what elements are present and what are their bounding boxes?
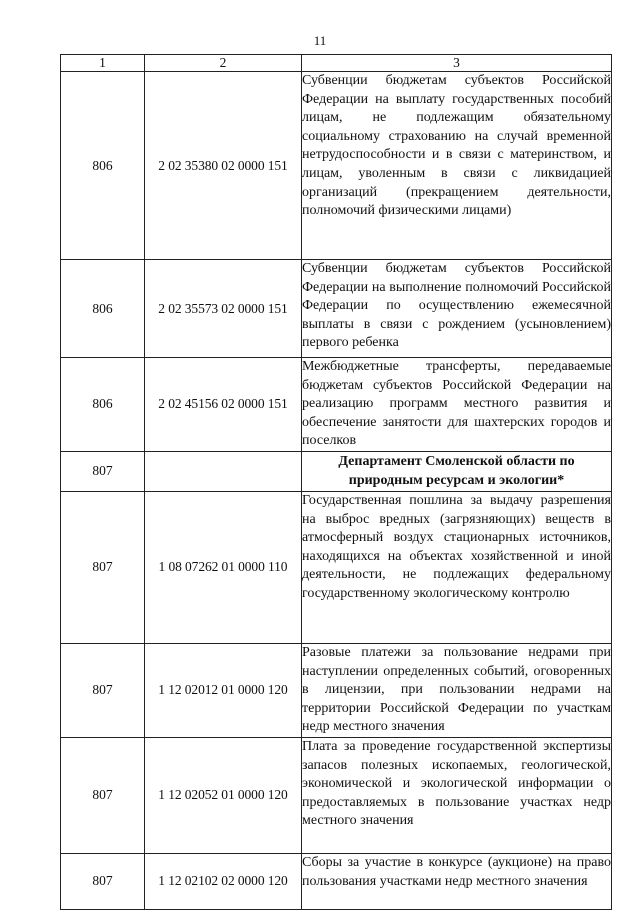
- admin-code-cell: 807: [61, 737, 145, 853]
- table-row: [61, 643, 612, 737]
- description-cell: Субвенции бюджетам субъектов Российской Федерации на выполнение полномочий Российской Федерации по осуществлению ежемесячной выплаты в связи с рождением (усыновлением) первого ребенка: [302, 260, 612, 358]
- admin-code-cell: 807: [61, 451, 145, 491]
- table-row: [61, 853, 612, 909]
- column-header-1: 1: [61, 55, 145, 72]
- description-cell: Разовые платежи за пользование недрами при наступлении определенных событий, оговоренных в лицензии, при пользовании недрами на территории Российской Федерации по участкам недр местного значения: [302, 643, 612, 737]
- budget-codes-table: [60, 54, 612, 910]
- table-row: [61, 72, 612, 260]
- admin-code-cell: 807: [61, 491, 145, 643]
- description-cell: Государственная пошлина за выдачу разрешения на выброс вредных (загрязняющих) веществ в атмосферный воздух стационарных источников, находящихся на объектах хозяйственной и иной деятельности, не подлежащих федеральному государственному экологическому контролю: [302, 491, 612, 643]
- budget-code-cell: [145, 451, 302, 491]
- budget-code-cell: 2 02 35573 02 0000 151: [145, 260, 302, 358]
- description-cell: Межбюджетные трансферты, передаваемые бюджетам субъектов Российской Федерации на реализацию программ местного развития и обеспечение занятости для шахтерских городов и поселков: [302, 358, 612, 452]
- budget-code-cell: 2 02 45156 02 0000 151: [145, 358, 302, 452]
- budget-code-cell: 1 12 02012 01 0000 120: [145, 643, 302, 737]
- table-row: [61, 358, 612, 452]
- description-cell: Плата за проведение государственной экспертизы запасов полезных ископаемых, геологической, экономической и экологической информации о предоставляемых в пользование участках недр местного значения: [302, 737, 612, 853]
- admin-code-cell: 806: [61, 358, 145, 452]
- budget-code-cell: 1 12 02102 02 0000 120: [145, 853, 302, 909]
- budget-code-cell: 1 12 02052 01 0000 120: [145, 737, 302, 853]
- admin-code-cell: 806: [61, 72, 145, 260]
- budget-code-cell: 1 08 07262 01 0000 110: [145, 491, 302, 643]
- description-cell: Сборы за участие в конкурсе (аукционе) на право пользования участками недр местного значения: [302, 853, 612, 909]
- budget-code-cell: 2 02 35380 02 0000 151: [145, 72, 302, 260]
- table-row: [61, 491, 612, 643]
- table-row: [61, 260, 612, 358]
- admin-code-cell: 807: [61, 643, 145, 737]
- admin-code-cell: 807: [61, 853, 145, 909]
- page-number: 11: [313, 33, 327, 48]
- column-header-3: 3: [302, 55, 612, 72]
- department-heading: Департамент Смоленской области по природным ресурсам и экологии*: [302, 451, 612, 491]
- table-row: [61, 737, 612, 853]
- description-cell: Субвенции бюджетам субъектов Российской Федерации на выплату государственных пособий лицам, не подлежащим обязательному социальному страхованию на случай временной нетрудоспособности и в связи с материнством, и лицам, уволенным в связи с ликвидацией организаций (прекращением деятельности, полномочий физическими лицами): [302, 72, 612, 260]
- admin-code-cell: 806: [61, 260, 145, 358]
- table-row-section-heading: [61, 451, 612, 491]
- table-header-row: [61, 55, 612, 72]
- column-header-2: 2: [145, 55, 302, 72]
